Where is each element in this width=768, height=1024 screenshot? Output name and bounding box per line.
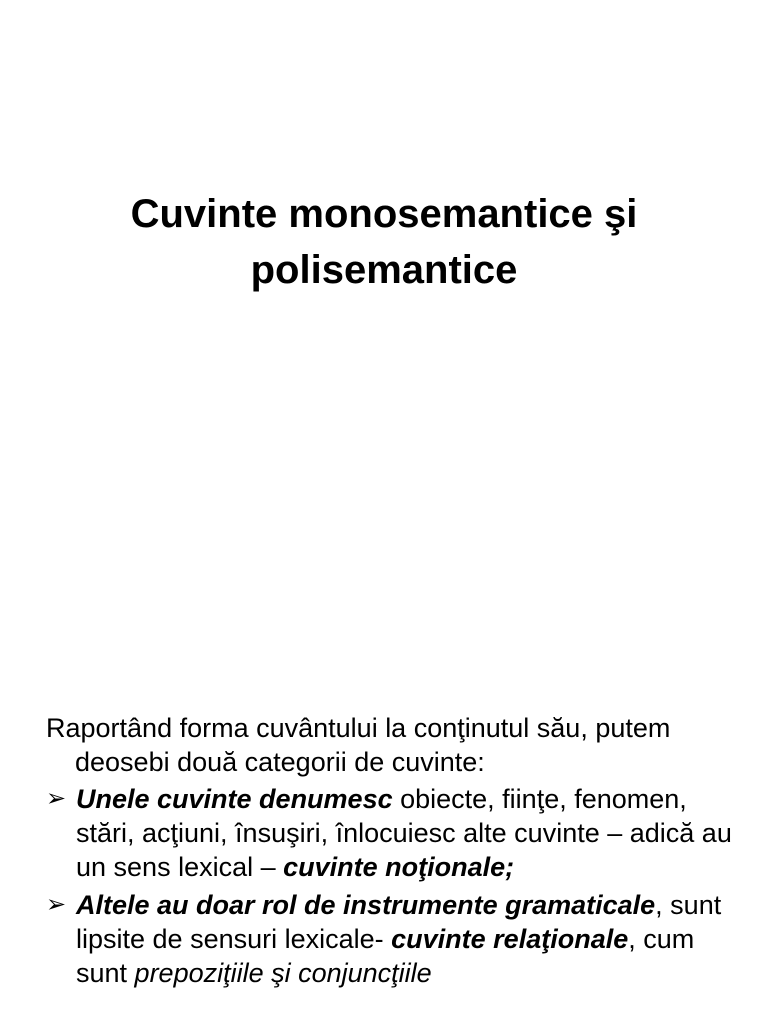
bullet-2-part-4: , cum sunt	[76, 924, 695, 988]
slide-title-line-1: Cuvinte monosemantice şi	[130, 192, 638, 236]
bullet-1-part-2: obiecte, fiinţe, fenomen, stări, acţiuni, însuşiri, înlocuiesc alte cuvinte	[76, 784, 687, 848]
bullet-2-part-2: , sunt lipsite de sensuri lexicale-	[76, 890, 722, 954]
arrow-bullet-icon: ➢	[46, 891, 67, 918]
bullet-item-relational	[46, 888, 746, 990]
bullet-1-part-4	[276, 852, 284, 882]
bullet-1-part-3: – adică au un sens lexical –	[76, 818, 732, 882]
bullet-1-part-5: cuvinte noţionale;	[283, 852, 515, 882]
bullet-2-part-1: Altele au doar rol de instrumente gramaticale	[76, 890, 656, 920]
slide-title-line-2: polisemantice	[250, 248, 518, 292]
slide-title	[0, 186, 768, 298]
bullet-item-notional	[46, 782, 746, 884]
intro-paragraph: Raportând forma cuvântului la conţinutul său, putem deosebi două categorii de cuvinte:	[46, 713, 671, 777]
slide-body	[46, 711, 746, 994]
bullet-2-part-3: cuvinte relaţionale	[391, 924, 629, 954]
bullet-2-part-5: prepoziţiile şi conjuncţiile	[134, 958, 432, 988]
arrow-bullet-icon: ➢	[46, 785, 67, 812]
bullet-1-part-1: Unele cuvinte denumesc	[76, 784, 393, 814]
